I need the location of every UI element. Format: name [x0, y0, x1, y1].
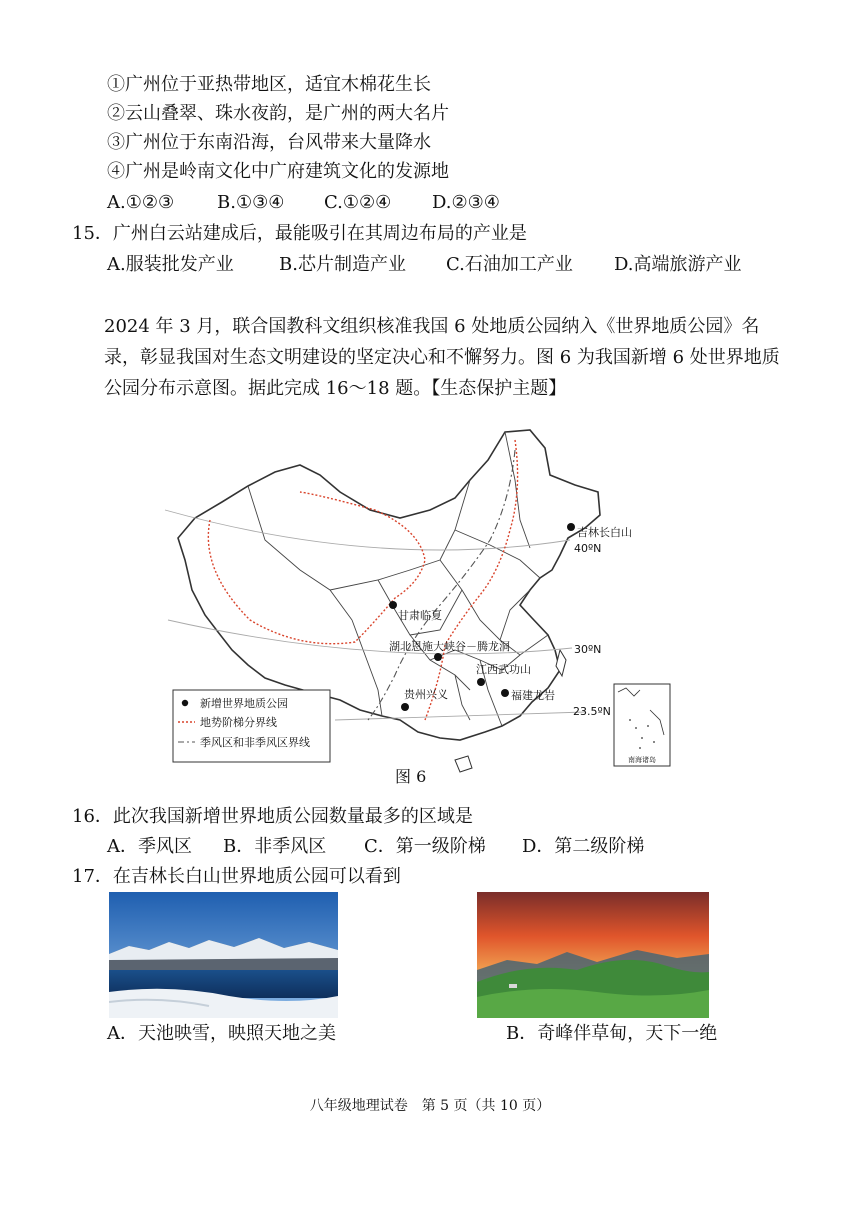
- park-marker-gansu: [389, 601, 397, 609]
- q14-option-c[interactable]: C.①②④: [324, 192, 392, 213]
- lat-label-30: 30ºN: [574, 643, 602, 656]
- q17-option-b[interactable]: B．奇峰伴草甸，天下一绝: [506, 1023, 718, 1044]
- q15-stem: 15．广州白云站建成后，最能吸引在其周边布局的产业是: [72, 223, 527, 244]
- intro-paragraph: 2024 年 3 月，联合国教科文组织核准我国 6 处地质公园纳入《世界地质公园》名录，彰显我国对生态文明建设的坚定决心和不懈努力。图 6 为我国新增 6 处世界地质公园分布示意图。据此完成 16～18 题。【生态保护主题】: [104, 316, 780, 399]
- q14-statement-3: ③广州位于东南沿海，台风带来大量降水: [107, 132, 431, 153]
- q14-option-b[interactable]: B.①③④: [217, 192, 285, 213]
- page-footer: 八年级地理试卷 第 5 页（共 10 页）: [309, 1098, 551, 1114]
- q14-statement-4: ④广州是岭南文化中广府建筑文化的发源地: [107, 161, 449, 182]
- q16-option-c[interactable]: C．第一级阶梯: [364, 836, 486, 857]
- park-marker-hubei: [434, 653, 442, 661]
- lat-label-40: 40ºN: [574, 542, 602, 555]
- legend-step-label: 地势阶梯分界线: [200, 716, 277, 729]
- q14-statement-2: ②云山叠翠、珠水夜韵，是广州的两大名片: [107, 103, 449, 124]
- legend-park-symbol: [182, 700, 188, 706]
- inset-label: 南海诸岛: [628, 756, 656, 764]
- photo-meadow-peaks: [477, 892, 709, 1018]
- park-label-guizhou: 贵州兴义: [404, 688, 448, 701]
- park-label-hubei: 湖北恩施大峡谷－腾龙洞: [389, 640, 510, 653]
- q14-statement-1: ①广州位于亚热带地区，适宜木棉花生长: [107, 74, 431, 95]
- park-label-jiangxi: 江西武功山: [476, 663, 531, 676]
- q15-option-c[interactable]: C.石油加工产业: [446, 254, 573, 275]
- park-label-jilin: 吉林长白山: [577, 526, 632, 539]
- q15-option-a[interactable]: A.服装批发产业: [107, 254, 234, 275]
- q15-option-b[interactable]: B.芯片制造产业: [279, 254, 406, 275]
- figure-caption: 图 6: [395, 767, 427, 786]
- q17-stem: 17．在吉林长白山世界地质公园可以看到: [72, 866, 401, 887]
- q14-option-d[interactable]: D.②③④: [432, 192, 500, 213]
- park-label-gansu: 甘肃临夏: [398, 609, 442, 622]
- park-label-fujian: 福建龙岩: [511, 689, 555, 702]
- q17-option-a[interactable]: A．天池映雪，映照天地之美: [107, 1023, 336, 1044]
- park-marker-jiangxi: [477, 678, 485, 686]
- legend-monsoon-label: 季风区和非季风区界线: [200, 736, 310, 749]
- park-marker-guizhou: [401, 703, 409, 711]
- photo-tianchi: [109, 892, 338, 1018]
- park-marker-jilin: [567, 523, 575, 531]
- q16-option-a[interactable]: A．季风区: [107, 836, 192, 857]
- legend-park-label: 新增世界地质公园: [200, 697, 288, 710]
- q14-option-a[interactable]: A.①②③: [107, 192, 175, 213]
- q16-stem: 16．此次我国新增世界地质公园数量最多的区域是: [72, 806, 473, 827]
- lat-label-23: 23.5ºN: [573, 705, 611, 718]
- q16-option-b[interactable]: B．非季风区: [223, 836, 327, 857]
- geopark-map: [0, 420, 860, 780]
- q16-option-d[interactable]: D．第二级阶梯: [522, 836, 645, 857]
- q15-option-d[interactable]: D.高端旅游产业: [614, 254, 742, 275]
- park-marker-fujian: [501, 689, 509, 697]
